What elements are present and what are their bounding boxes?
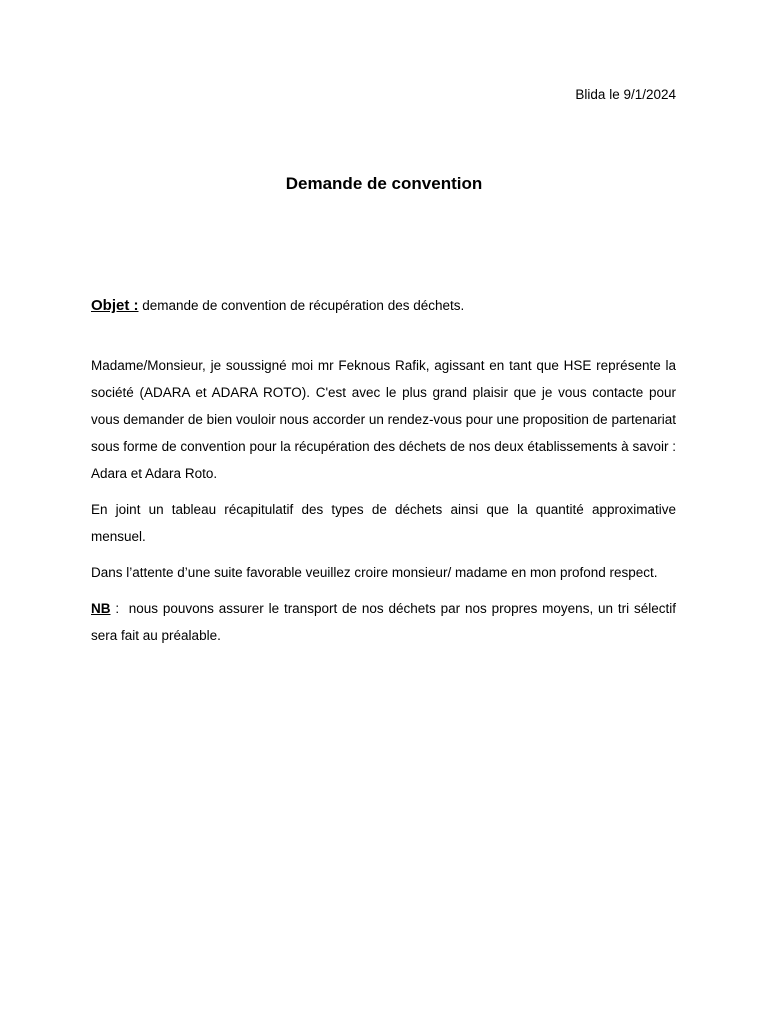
nb-text: nous pouvons assurer le transport de nos déchets par nos propres moyens, un tri sélectif sera fait au préalable. [91,601,676,643]
paragraph-closing: Dans l’attente d’une suite favorable veuillez croire monsieur/ madame en mon profond respect. [91,565,658,580]
paragraph-attachment: En joint un tableau récapitulatif des types de déchets ainsi que la quantité approximative mensuel. [91,502,676,544]
nb-label: NB [91,601,111,616]
nb-separator: : [110,601,120,616]
paragraph-introduction: Madame/Monsieur, je soussigné moi mr Feknous Rafik, agissant en tant que HSE représente la société (ADARA et ADARA ROTO). C'est avec le plus grand plaisir que je vous contacte pour vous demander de bien vouloir nous accorder un rendez-vous pour une proposition de partenariat sous forme de convention pour la récupération des déchets de nos deux établissements à savoir : Adara et Adara Roto. [91,358,676,481]
objet-text: demande de convention de récupération des déchets. [142,298,465,313]
letter-body [91,352,676,658]
nb-paragraph [91,595,676,649]
date-line: Blida le 9/1/2024 [575,87,676,102]
objet-line [91,297,676,314]
document-title: Demande de convention [285,174,483,193]
objet-label: Objet : [91,297,139,314]
